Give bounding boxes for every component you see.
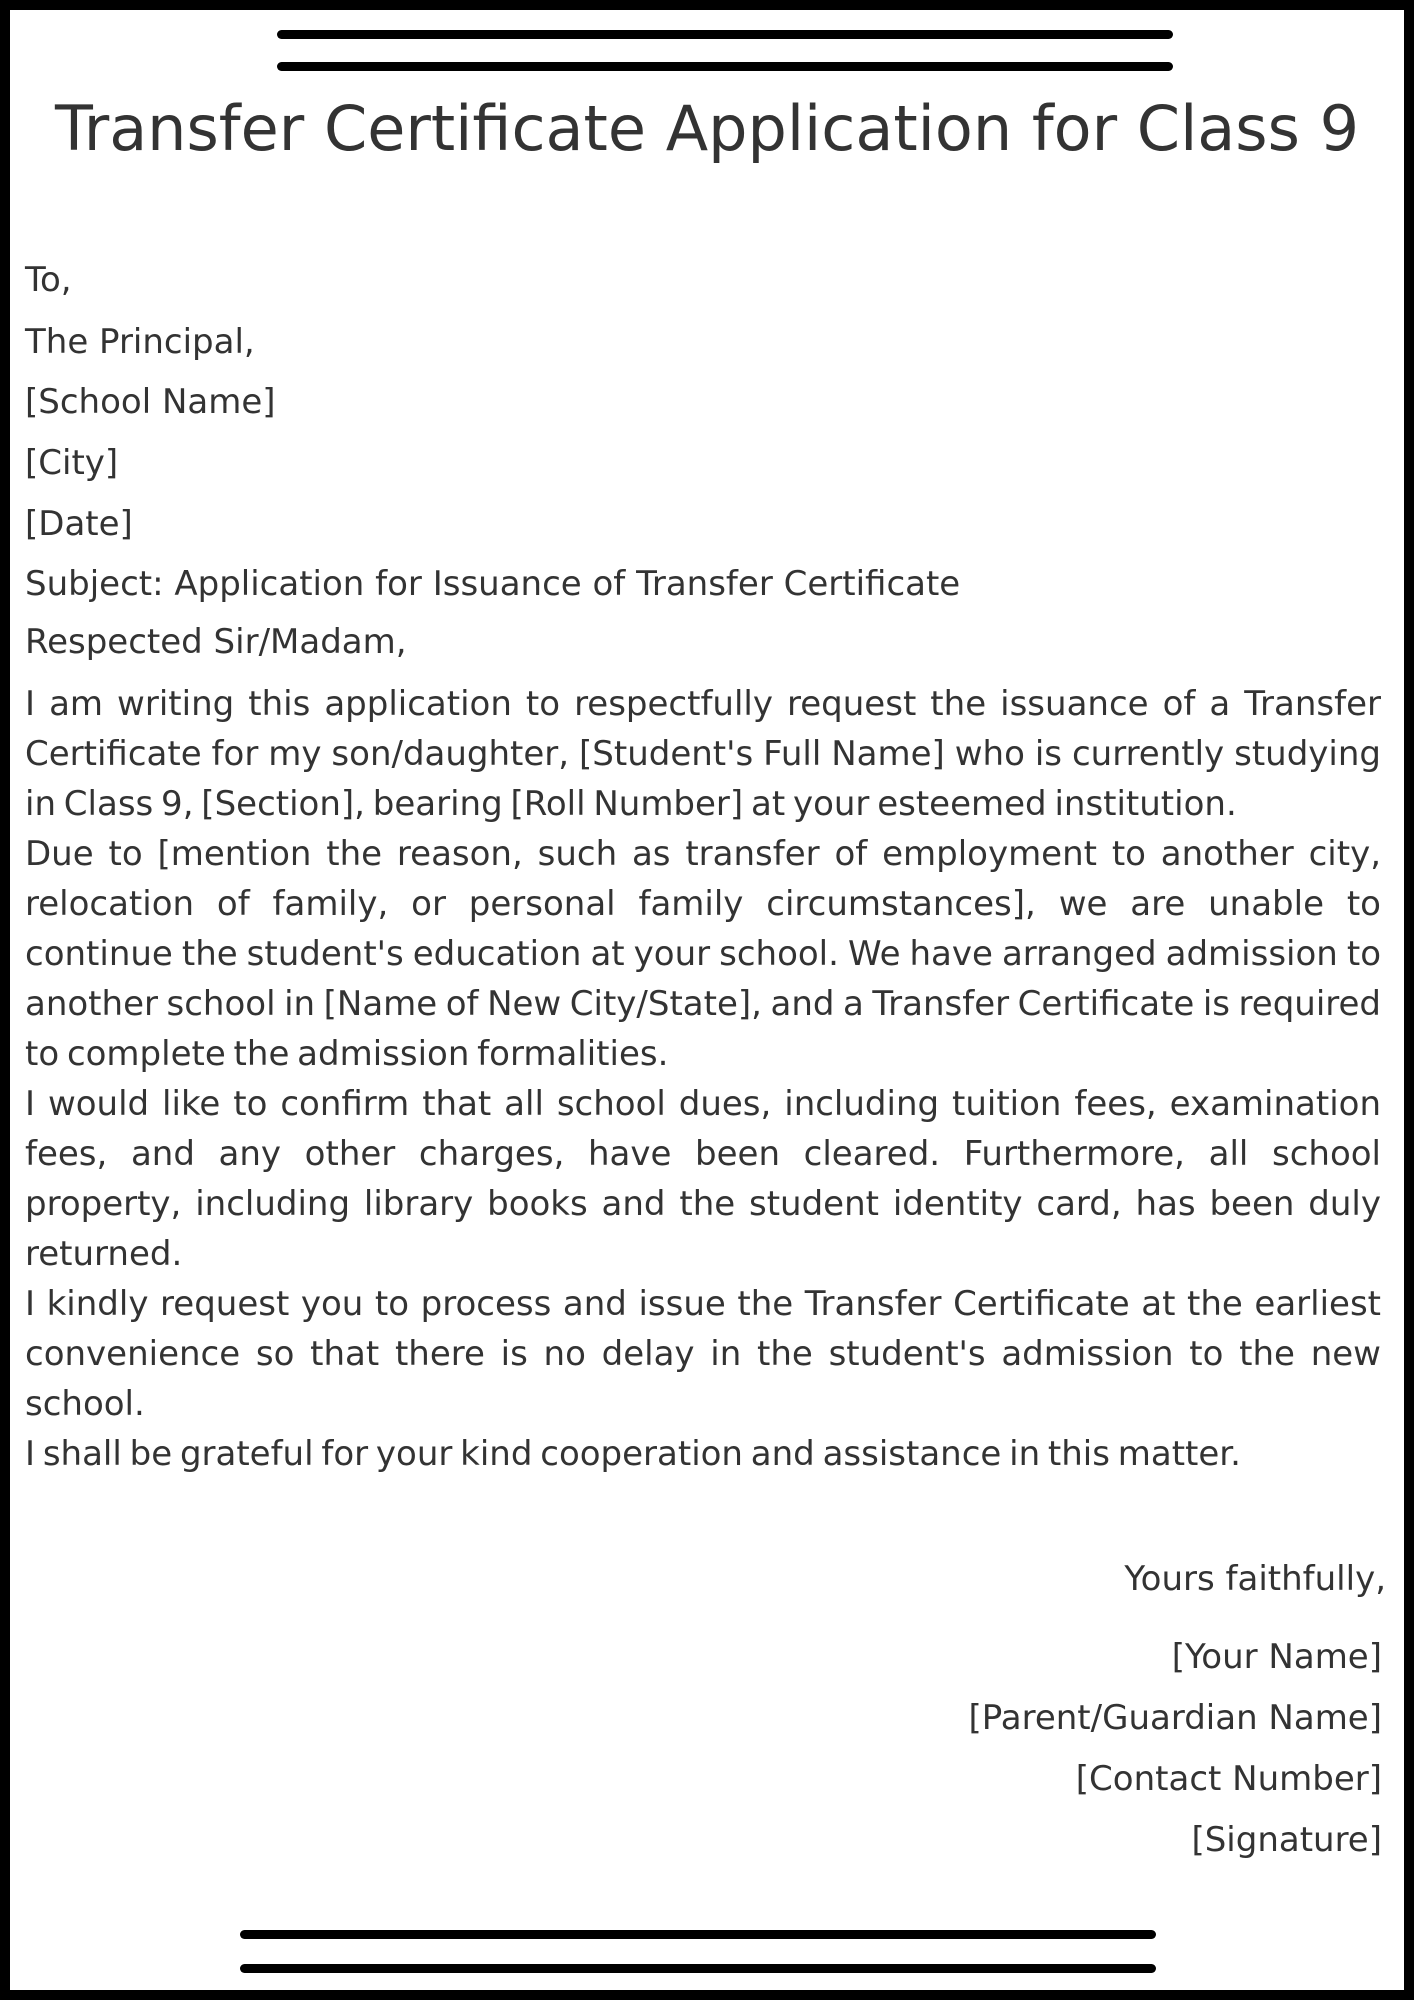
- top-rule-lower: [277, 62, 1173, 71]
- recipient-to: To,: [25, 260, 72, 300]
- recipient-designation: The Principal,: [25, 322, 255, 362]
- letter-subject: Subject: Application for Issuance of Transfer Certificate: [25, 564, 961, 604]
- body-paragraph: Due to [mention the reason, such as transfer of employment to another city, relocation of family, or personal family circumstances], we are unable to continue the student's education at your school. We have arranged admission to another school in [Name of New City/State], and a Transfer Certificate is required to complete the admission formalities.: [25, 834, 1381, 1074]
- letter-salutation: Respected Sir/Madam,: [25, 622, 407, 662]
- guardian-name: [Parent/Guardian Name]: [968, 1698, 1382, 1738]
- recipient-city: [City]: [25, 443, 119, 483]
- top-rule-upper: [277, 30, 1173, 39]
- document-title: Transfer Certificate Application for Class 9: [54, 92, 1360, 165]
- contact-number: [Contact Number]: [1075, 1759, 1382, 1799]
- recipient-school: [School Name]: [25, 382, 276, 422]
- letter-date: [Date]: [25, 504, 133, 544]
- body-paragraph: I kindly request you to process and issue the Transfer Certificate at the earliest convenience so that there is no delay in the student's admission to the new school.: [25, 1284, 1381, 1424]
- body-paragraph: I shall be grateful for your kind cooperation and assistance in this matter.: [25, 1434, 1241, 1474]
- body-paragraph: I would like to confirm that all school dues, including tuition fees, examination fees, and any other charges, have been cleared. Furthermore, all school property, including library books and the student identity card, has been duly returned.: [25, 1084, 1381, 1274]
- body-paragraph: I am writing this application to respectfully request the issuance of a Transfer Certificate for my son/daughter, [Student's Full Name] who is currently studying in Class 9, [Section], bearing [Roll Number] at your esteemed institution.: [25, 684, 1381, 824]
- signature-line: [Signature]: [1191, 1820, 1382, 1860]
- sender-name: [Your Name]: [1171, 1637, 1382, 1677]
- bottom-rule-lower: [240, 1964, 1156, 1973]
- letter-body: [25, 679, 1381, 1479]
- bottom-rule-upper: [240, 1930, 1156, 1939]
- letter-closing: Yours faithfully,: [1124, 1559, 1386, 1599]
